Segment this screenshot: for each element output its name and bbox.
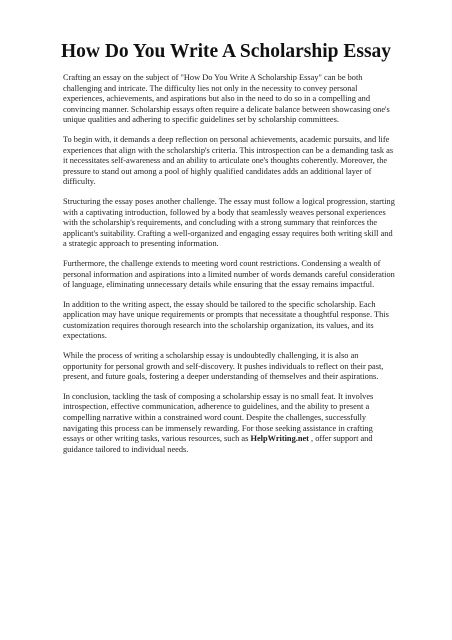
paragraph-tailoring: In addition to the writing aspect, the essay should be tailored to the specific scholarship. Each application may have unique requirements or prompts that necessitate a thoughtful response. This customization requires thorough research into the scholarship organization, its values, and its expectations. <box>63 299 389 341</box>
paragraph-reflection: To begin with, it demands a deep reflection on personal achievements, academic pursuits, and life experiences that align with the scholarship's criteria. This introspection can be a demanding task as it necessitates self-awareness and an ability to articulate one's thoughts coherently. Moreover, the pressure to stand out among a pool of highly qualified candidates adds an additional layer of difficulty. <box>63 134 394 187</box>
helpwriting-link[interactable]: HelpWriting.net <box>250 434 309 444</box>
paragraph-structure: Structuring the essay poses another challenge. The essay must follow a logical progression, starting with a captivating introduction, followed by a body that seamlessly weaves personal experiences with the scholarship's requirements, and concluding with a strong summary that reinforces the applicant's suitability. Crafting a well-organized and engaging essay requires both writing skill and a strategic approach to presenting information. <box>63 196 395 249</box>
paragraph-intro: Crafting an essay on the subject of "How Do You Write A Scholarship Essay" can be both challenging and intricate. The difficulty lies not only in the necessity to convey personal experiences, achievements, and aspirations but also in the need to do so in a compelling and convincing manner. Scholarship essays often require a delicate balance between showcasing one's unique qualities and adhering to specific guidelines set by scholarship committees. <box>63 73 390 125</box>
conclusion-tail: , offer support and guidance tailored to individual needs. <box>63 434 373 454</box>
conclusion-text: In conclusion, tackling the task of composing a scholarship essay is no small feat. It involves introspection, effective communication, adherence to guidelines, and the ability to present a compelling narrative within a constrained word count. Despite the challenges, successfully navigating this process can be immensely rewarding. For those seeking assistance in crafting essays or other writing tasks, various resources, such as <box>63 391 374 444</box>
paragraph-word-count: Furthermore, the challenge extends to meeting word count restrictions. Condensing a wealth of personal information and aspirations into a limited number of words demands careful consideration of language, eliminating unnecessary details while ensuring that the essay remains impactful. <box>63 258 395 290</box>
page-title: How Do You Write A Scholarship Essay <box>60 41 392 62</box>
paragraph-growth: While the process of writing a scholarship essay is undoubtedly challenging, it is also an opportunity for personal growth and self-discovery. It pushes individuals to reflect on their past, present, and future goals, fostering a deeper understanding of themselves and their aspirations. <box>63 351 384 382</box>
essay-body <box>63 73 395 464</box>
paragraph-conclusion <box>63 392 395 456</box>
